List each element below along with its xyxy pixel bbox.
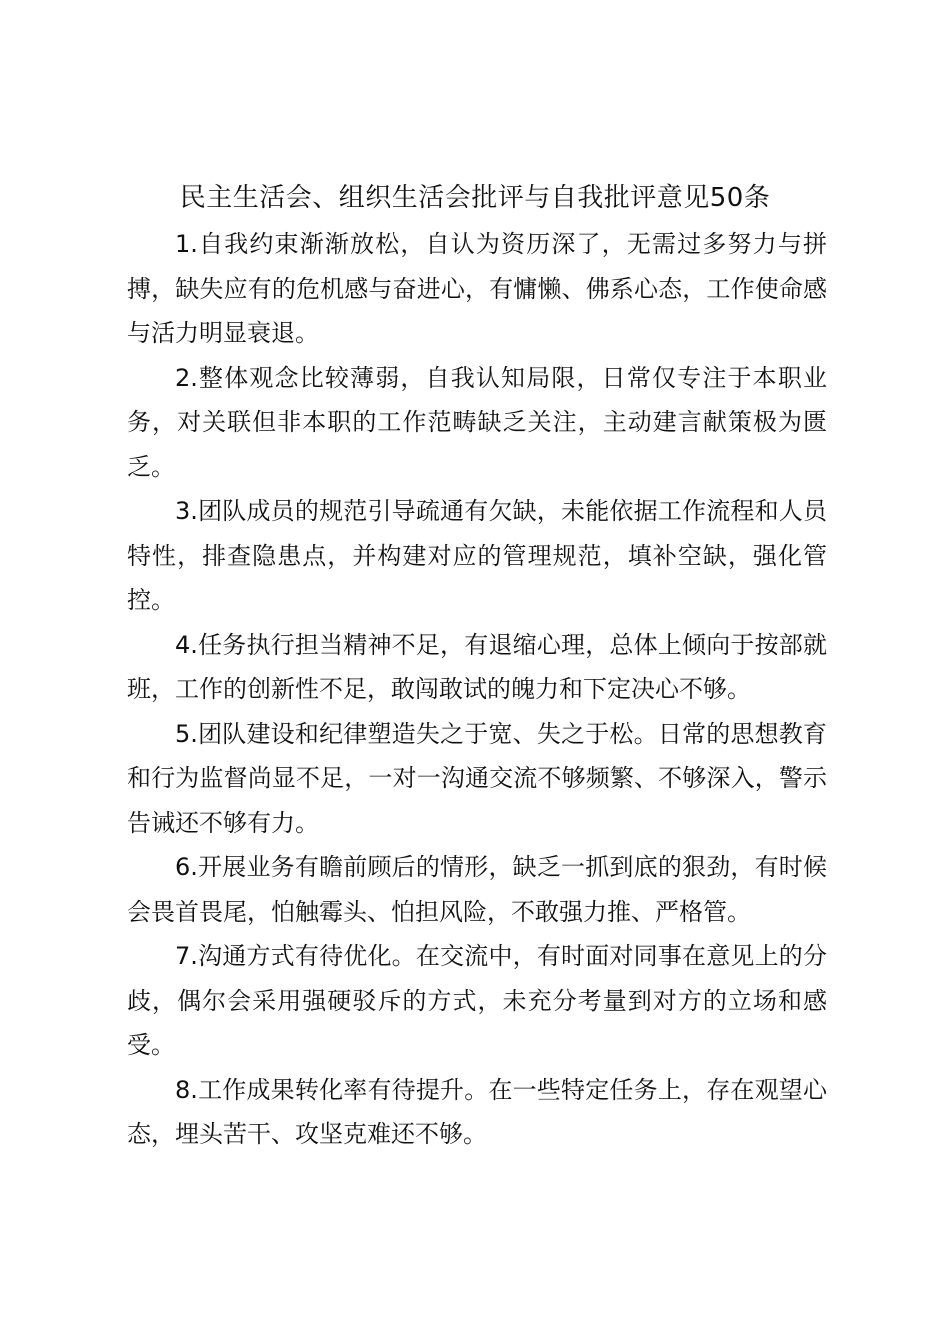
paragraph-6: 6.开展业务有瞻前顾后的情形，缺乏一抓到底的狠劲，有时候会畏首畏尾，怕触霉头、怕担风险，不敢强力推、严格管。 (127, 853, 827, 926)
paragraph-8: 8.工作成果转化率有待提升。在一些特定任务上，存在观望心态，埋头苦干、攻坚克难还不够。 (127, 1075, 827, 1148)
paragraph-1: 1.自我约束渐渐放松，自认为资历深了，无需过多努力与拼搏，缺失应有的危机感与奋进心，有慵懒、佛系心态，工作使命感与活力明显衰退。 (127, 230, 827, 347)
document-title: 民主生活会、组织生活会批评与自我批评意见50条 (179, 183, 771, 213)
paragraph-2: 2.整体观念比较薄弱，自我认知局限，日常仅专注于本职业务，对关联但非本职的工作范畴缺乏关注，主动建言献策极为匮乏。 (127, 363, 827, 481)
paragraph-5: 5.团队建设和纪律塑造失之于宽、失之于松。日常的思想教育和行为监督尚显不足，一对一沟通交流不够频繁、不够深入，警示告诫还不够有力。 (127, 719, 827, 837)
paragraph-7: 7.沟通方式有待优化。在交流中，有时面对同事在意见上的分歧，偶尔会采用强硬驳斥的方式，未充分考量到对方的立场和感受。 (127, 942, 827, 1059)
paragraph-3: 3.团队成员的规范引导疏通有欠缺，未能依据工作流程和人员特性，排查隐患点，并构建对应的管理规范，填补空缺，强化管控。 (127, 497, 827, 614)
document-body (127, 222, 827, 1157)
paragraph-4: 4.任务执行担当精神不足，有退缩心理，总体上倾向于按部就班，工作的创新性不足，敢闯敢试的魄力和下定决心不够。 (127, 630, 827, 703)
